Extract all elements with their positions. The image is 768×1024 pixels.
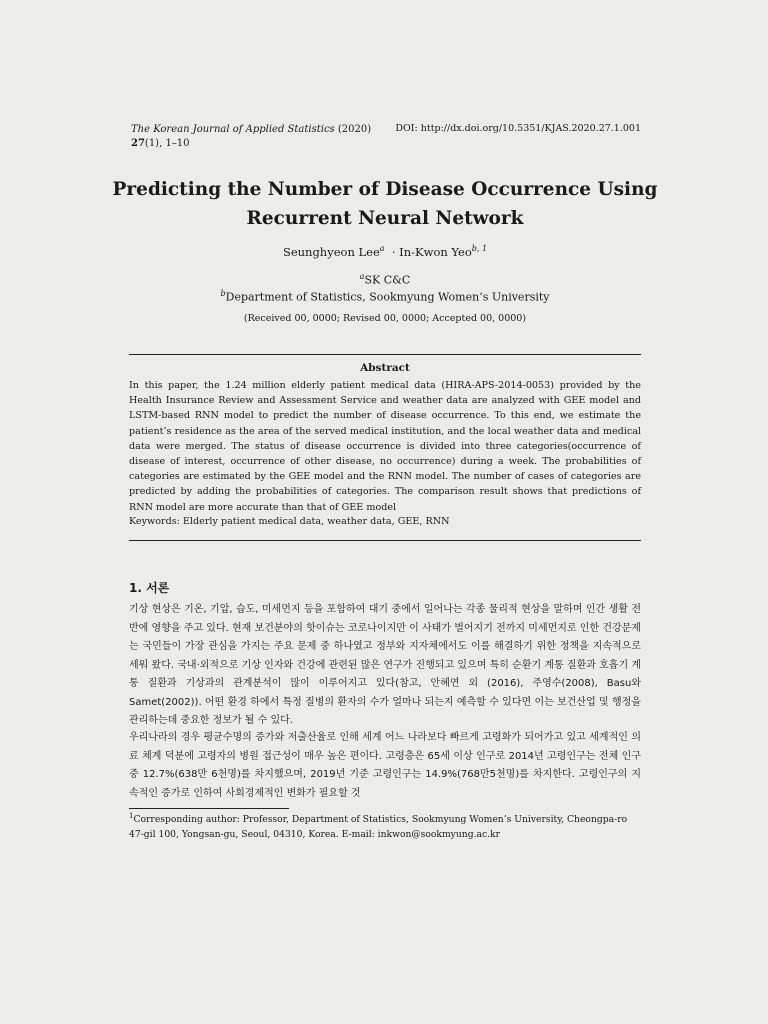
received-dates: (Received 00, 0000; Revised 00, 0000; Accepted 00, 0000) (243, 313, 527, 324)
author-1-affil-mark: a (379, 244, 385, 253)
abstract-top-rule (129, 354, 641, 355)
affiliation-a-text: SK C&C (364, 273, 411, 287)
journal-year: (2020) (337, 124, 372, 135)
journal-header (131, 123, 371, 151)
paper-title (100, 175, 670, 233)
abstract-heading: Abstract (360, 362, 410, 374)
keywords: Keywords: Elderly patient medical data, weather data, GEE, RNN (129, 516, 450, 527)
abstract-body: In this paper, the 1.24 million elderly patient medical data (HIRA-APS-2014-0053) provided by the Health Insurance Review and Assessment Service and weather data are analyzed with GEE model and LSTM-based RNN model to predict the number of disease occurrence. To this end, we estimate the patient’s residence as the area of the served medical institution, and the local weather data and medical data were merged. The status of disease occurrence is divided into three categories(occurrence of disease of interest, occurrence of other disease, no occurrence) during a week. The probabilities of categories are estimated by the GEE model and the RNN model. The number of cases of categories are predicted by adding the probabilities of categories. The comparison result shows that predictions of RNN model are more accurate than that of GEE model (129, 380, 641, 513)
author-list (100, 244, 670, 259)
title-line-1: Predicting the Number of Disease Occurrence Using (112, 179, 658, 200)
abstract-bottom-rule (129, 540, 641, 541)
journal-volume: 27 (131, 138, 145, 149)
author-2: In-Kwon Yeo (399, 244, 472, 259)
footnote (129, 809, 644, 842)
doi-link[interactable]: DOI: http://dx.doi.org/10.5351/KJAS.2020.27.1.001 (395, 123, 641, 134)
footnote-text: Corresponding author: Professor, Department of Statistics, Sookmyung Women’s University, Cheongpa-ro 47-gil 100, Yongsan-gu, Seoul, 04310, Korea. E-mail: inkwon@sookmyung.ac.kr (129, 814, 628, 840)
author-2-affil-mark: b, 1 (471, 244, 488, 253)
affiliation-b-text: Department of Statistics, Sookmyung Women’s University (225, 290, 550, 304)
author-1: Seunghyeon Lee (282, 244, 380, 259)
intro-paragraph-1: 기상 현상은 기온, 기압, 습도, 미세먼지 등을 포함하여 대기 중에서 일어나는 각종 물리적 현상을 말하며 인간 생활 전반에 영향을 주고 있다. 현재 보건분야의 핫이슈는 코로나이지만 이 사태가 벌어지기 전까지 미세먼지로 인한 건강문제는 국민들이 가장 관심을 가지는 주요 문제 중 하나였고 정부와 지자체에서도 이를 해결하기 위한 정책을 지속적으로 세워 왔다. 국내·외적으로 기상 인자와 건강에 관련된 많은 연구가 진행되고 있으며 특히 순환기 계통 질환과 호흡기 계통 질환과 기상과의 관계분석이 많이 이루어지고 있다(참고, 안혜연 외 (2016), 주영수(2008), Basu와 Samet(2002)). 어떤 환경 하에서 특정 질병의 환자의 수가 얼마나 되는지 예측할 수 있다면 이는 보건산업 및 행정을 관리하는데 중요한 정보가 될 수 있다. (129, 604, 641, 726)
section-heading: 1. 서론 (129, 581, 170, 595)
affiliation-a (100, 272, 670, 287)
footnote-mark: 1 (129, 812, 134, 820)
intro-paragraph-2: 우리나라의 경우 평균수명의 증가와 저출산율로 인해 세계 어느 나라보다 빠르게 고령화가 되어가고 있고 세계적인 의료 체계 덕분에 고령자의 병원 접근성이 매우 높은 편이다. 고령층은 65세 이상 인구로 2014년 고령인구는 전체 인구 중 12.7%(638만 6천명)를 차지했으며, 2019년 기준 고령인구는 14.9%(768만5천명)를 차지한다. 고령인구의 지속적인 증가로 인하여 사회경제적인 변화가 필요할 것 (129, 732, 641, 799)
affiliation-b-mark: b (220, 289, 226, 298)
journal-name: The Korean Journal of Applied Statistics (131, 124, 335, 135)
affiliation-b (100, 289, 670, 304)
author-separator: · (391, 244, 400, 259)
journal-issue-pages: (1), 1–10 (144, 138, 190, 149)
affiliation-a-mark: a (359, 272, 365, 281)
title-line-2: Recurrent Neural Network (246, 208, 524, 229)
